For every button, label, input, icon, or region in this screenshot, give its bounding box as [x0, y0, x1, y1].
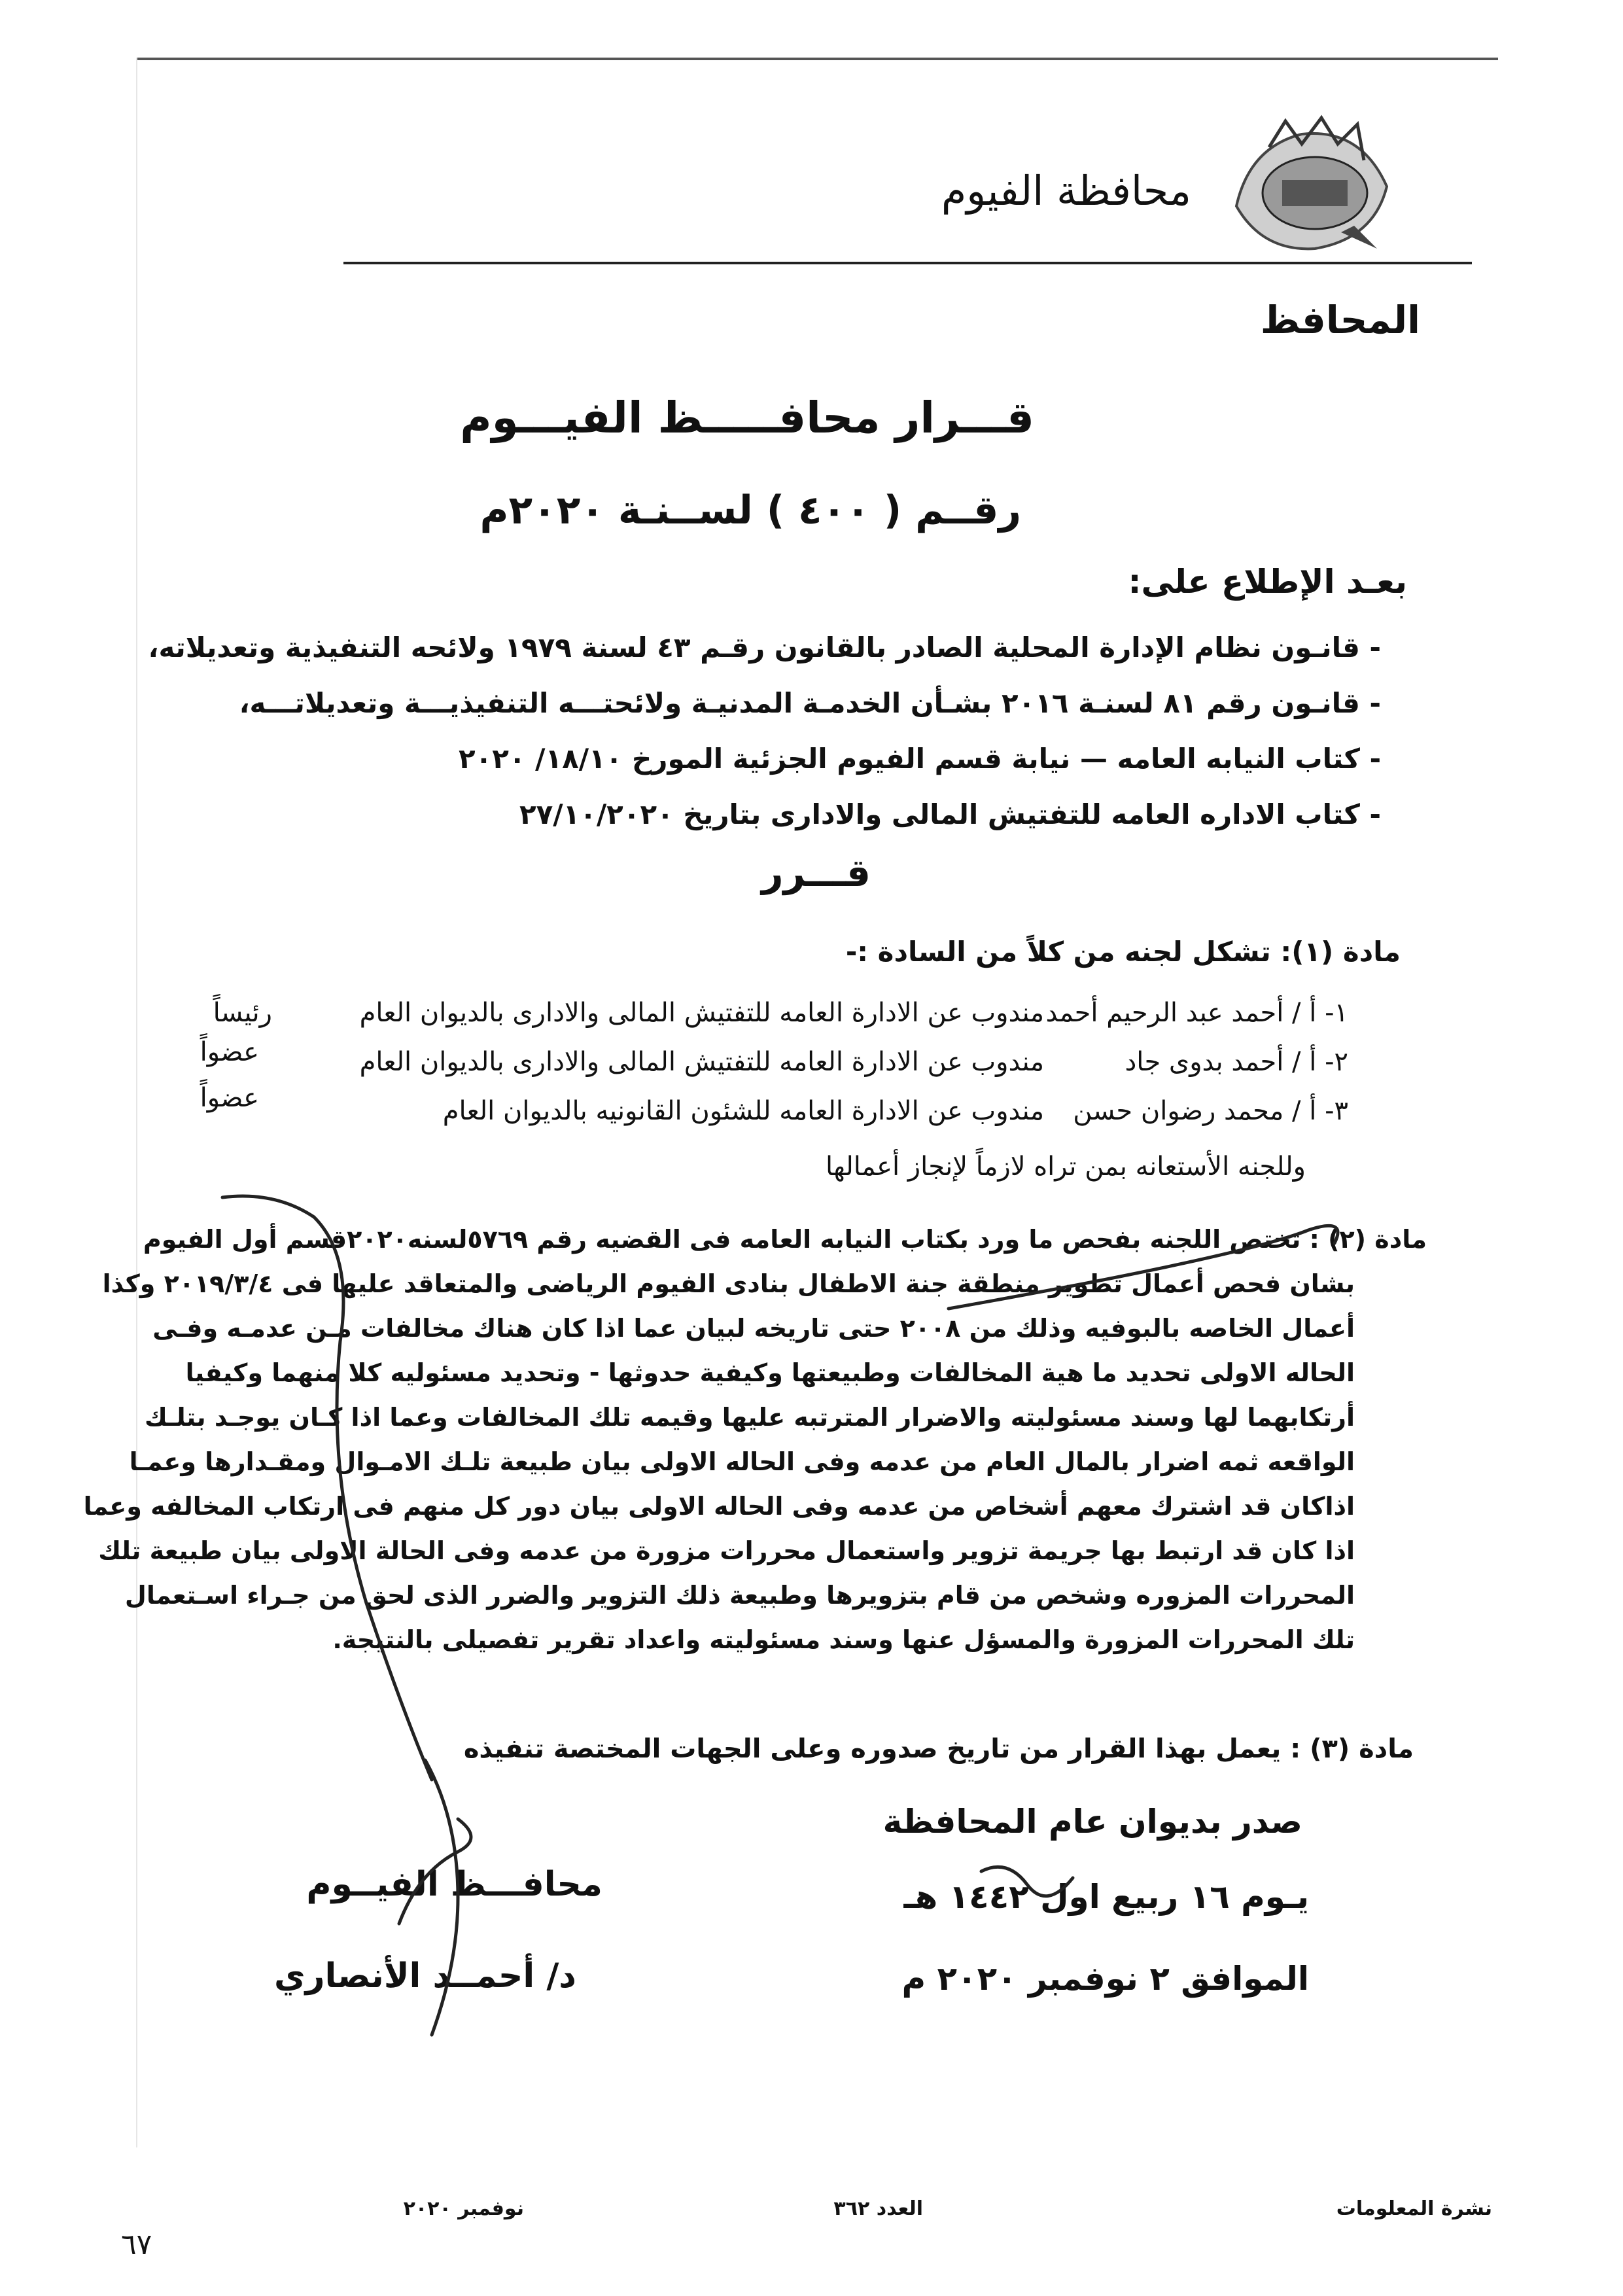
signature-title: محافـــظ الفيــوم: [306, 1865, 602, 1904]
preamble-item: - كتاب النيابه العامه — نيابة قسم الفيوم الجزئية المورخ ١٨/١٠/ ٢٠٢٠: [459, 743, 1381, 775]
article-2-line: اذا كان قد ارتبط بها جريمة تزوير واستعمال محررات مزورة من عدمه وفى الحالة الاولى بيان طبيعة تلك: [98, 1536, 1355, 1565]
footer-date: نوفمبر ٢٠٢٠: [403, 2197, 524, 2220]
article-2-line: تلك المحررات المزورة والمسؤل عنها وسند مسئوليته واعداد تقرير تفصيلى بالنتيجة.: [332, 1625, 1355, 1654]
member-role: مندوب عن الادارة العامه للتفتيش المالى والادارى بالديوان العام: [359, 1047, 1044, 1077]
footer-issue: العدد ٣٦٢: [833, 2197, 923, 2220]
article-2-line: المحررات المزوره وشخص من قام بتزويرها وطبيعة ذلك التزوير والضرر الذى لحق من جـراء اسـتعمال: [124, 1581, 1355, 1610]
issuance-hijri-date: يـوم ١٦ ربيع اول ١٤٤٢ هـ: [903, 1878, 1309, 1916]
article-3: مادة (٣) : يعمل بهذا القرار من تاريخ صدوره وعلى الجهات المختصة تنفيذه: [463, 1734, 1414, 1764]
article-2-line: الواقعه ثمه اضرار بالمال العام من عدمه وفى الحاله الاولى بيان طبيعة تلـك الامـوال ومقـدارها وعمـا: [129, 1447, 1355, 1476]
member-role: مندوب عن الادارة العامه للتفتيش المالى والادارى بالديوان العام: [359, 998, 1044, 1028]
preamble-item: - قانـون نظام الإدارة المحلية الصادر بالقانون رقـم ٤٣ لسنة ١٩٧٩ ولائحه التنفيذية وتعديلاته،: [148, 631, 1381, 663]
issuance-gregorian-date: الموافق ٢ نوفمبر ٢٠٢٠ م: [901, 1960, 1309, 1998]
member-position: عضواً: [200, 1083, 259, 1113]
preamble-item: - قانـون رقم ٨١ لسنـة ٢٠١٦ بشـأن الخدمـة المدنيـة ولائحتـــه التنفيذيـــة وتعديلاتـــه،: [239, 687, 1381, 719]
member-name: ٣- أ / محمد رضوان حسن: [1073, 1096, 1348, 1126]
article-2-line: أرتكابهما لها وسند مسئوليته والاضرار المترتبه عليها وقيمه تلك المخالفات وعما اذا كـان يوجـد بتلـك: [144, 1403, 1355, 1432]
article-2-line: الحاله الاولى تحديد ما هية المخالفات وطبيعتها وكيفية حدوثها - وتحديد مسئوليه كلا منهما وكيفيا: [185, 1358, 1355, 1387]
article-2-line: مادة (٢) : تختص اللجنه بفحص ما ورد بكتاب النيابه العامه فى القضيه رقم ٥٧٦٩لسنه٢٠٢٠قسم أول الفيوم: [143, 1225, 1427, 1254]
page-number: ٦٧: [121, 2228, 152, 2261]
article-1-note: وللجنه الأستعانه بمن تراه لازماً لإنجاز أعمالها: [825, 1152, 1306, 1182]
article-2-line: اذاكان قد اشترك معهم أشخاص من عدمه وفى الحاله الاولى بيان دور كل منهم فى ارتكاب المخالفه وعما: [83, 1492, 1355, 1521]
member-role: مندوب عن الادارة العامه للشئون القانونيه بالديوان العام: [442, 1096, 1044, 1126]
member-position: عضواً: [200, 1037, 259, 1067]
member-position: رئيساً: [213, 998, 272, 1028]
article-2-line: بشان فحص أعمال تطوير منطقة جنة الاطفال بنادى الفيوم الرياضى والمتعاقد عليها فى ٢٠١٩/٣/٤ وكذا: [102, 1269, 1355, 1298]
issuance-place: صدر بديوان عام المحافظة: [882, 1803, 1302, 1841]
governor-label: المحافظ: [1260, 298, 1420, 342]
decree-number: رقــم ( ٤٠٠ ) لســنـة ٢٠٢٠م: [480, 487, 1021, 533]
footer-bulletin: نشرة المعلومات: [1336, 2197, 1492, 2220]
article-2-line: أعمال الخاصه بالبوفيه وذلك من ٢٠٠٨ حتى تاريخه لبيان عما اذا كان هناك مخالفات مـن عدمـه وفـى: [152, 1314, 1355, 1343]
preamble-title: بعـد الإطلاع على:: [1128, 563, 1407, 601]
member-name: ١- أ / أحمد عبد الرحيم أحمد: [1045, 998, 1348, 1028]
signature-name: د/ أحمــد الأنصاري: [273, 1956, 576, 1996]
member-name: ٢- أ / أحمد بدوى جاد: [1125, 1047, 1348, 1077]
article-1-title: مادة (١): تشكل لجنه من كلاً من السادة :-: [845, 936, 1401, 968]
governorate-title: محافظة الفيوم: [941, 167, 1191, 215]
decided-label: قـــرر: [761, 851, 871, 895]
preamble-item: - كتاب الاداره العامه للتفتيش المالى والادارى بتاريخ ٢٧/١٠/٢٠٢٠: [519, 798, 1381, 830]
decree-title: قـــرار محافـــــظ الفيـــوم: [460, 393, 1034, 443]
